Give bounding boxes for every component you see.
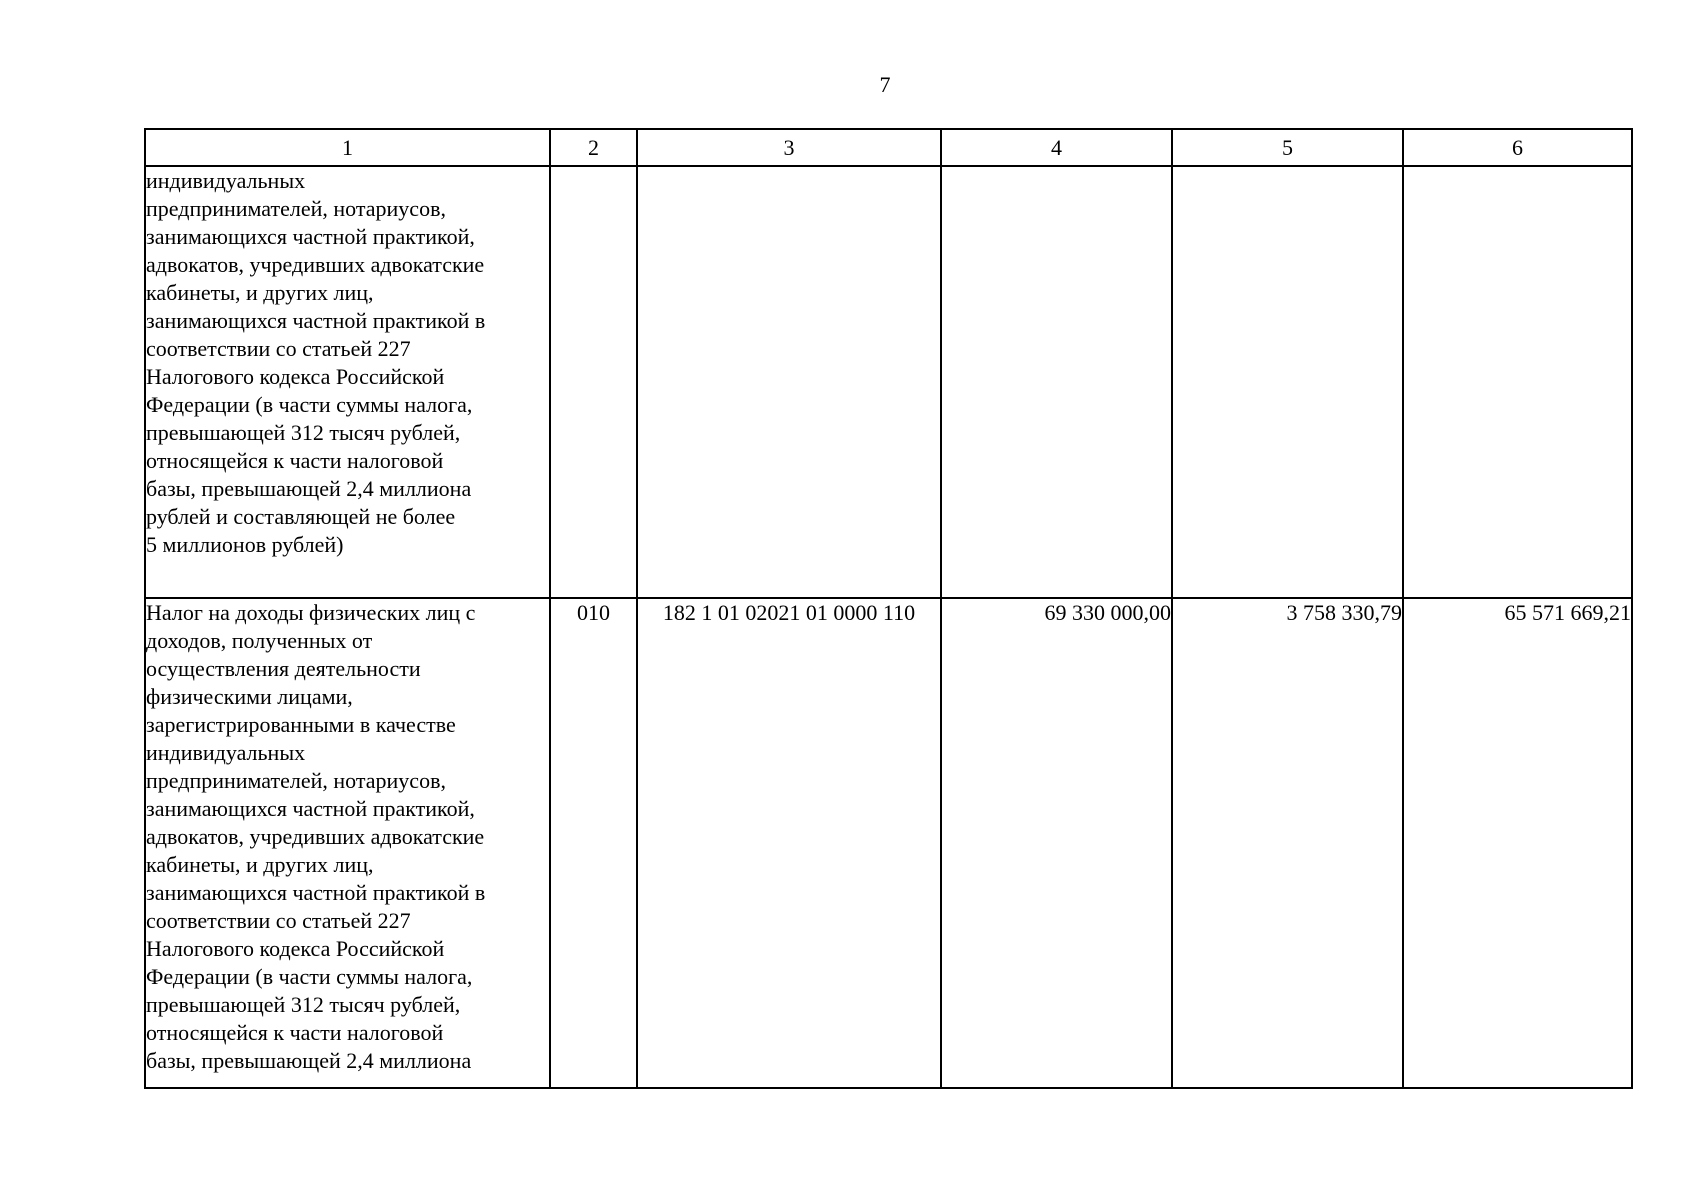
description-line: превышающей 312 тысяч рублей, bbox=[146, 992, 461, 1017]
header-col-3: 3 bbox=[637, 129, 941, 166]
table-row bbox=[145, 598, 1632, 1088]
description-line: занимающихся частной практикой в bbox=[146, 880, 486, 905]
budget-code-cell bbox=[637, 166, 941, 598]
approved-amount-cell: 69 330 000,00 bbox=[941, 598, 1172, 1088]
description-line: соответствии со статьей 227 bbox=[146, 908, 411, 933]
executed-amount-cell bbox=[1172, 166, 1403, 598]
description-line: индивидуальных bbox=[146, 740, 306, 765]
description-line: соответствии со статьей 227 bbox=[146, 336, 411, 361]
budget-table bbox=[144, 128, 1633, 1089]
description-line: занимающихся частной практикой в bbox=[146, 308, 486, 333]
page-number: 7 bbox=[879, 72, 891, 97]
description-line: относящейся к части налоговой bbox=[146, 1020, 444, 1045]
remaining-amount-cell: 65 571 669,21 bbox=[1403, 598, 1632, 1088]
header-col-5: 5 bbox=[1172, 129, 1403, 166]
description-line: превышающей 312 тысяч рублей, bbox=[146, 420, 461, 445]
description-line: зарегистрированными в качестве bbox=[146, 712, 456, 737]
description-line: занимающихся частной практикой, bbox=[146, 224, 475, 249]
description-line: индивидуальных bbox=[146, 168, 306, 193]
approved-amount-cell bbox=[941, 166, 1172, 598]
description-line: занимающихся частной практикой, bbox=[146, 796, 475, 821]
line-code-cell: 010 bbox=[550, 598, 637, 1088]
header-col-6: 6 bbox=[1403, 129, 1632, 166]
description-line: осуществления деятельности bbox=[146, 656, 421, 681]
income-description-cell bbox=[145, 166, 550, 598]
description-line: Налогового кодекса Российской bbox=[146, 936, 445, 961]
description-line: адвокатов, учредивших адвокатские bbox=[146, 252, 485, 277]
header-col-4: 4 bbox=[941, 129, 1172, 166]
description-line: базы, превышающей 2,4 миллиона bbox=[146, 1048, 472, 1073]
table-body bbox=[145, 166, 1632, 1088]
description-line: базы, превышающей 2,4 миллиона bbox=[146, 476, 472, 501]
description-line: кабинеты, и других лиц, bbox=[146, 852, 374, 877]
header-col-2: 2 bbox=[550, 129, 637, 166]
description-line: Федерации (в части суммы налога, bbox=[146, 964, 473, 989]
description-line: предпринимателей, нотариусов, bbox=[146, 196, 446, 221]
budget-code-cell: 182 1 01 02021 01 0000 110 bbox=[637, 598, 941, 1088]
description-line: 5 миллионов рублей) bbox=[146, 532, 344, 557]
line-code-cell bbox=[550, 166, 637, 598]
table-header bbox=[145, 129, 1632, 166]
executed-amount-cell: 3 758 330,79 bbox=[1172, 598, 1403, 1088]
description-line: кабинеты, и других лиц, bbox=[146, 280, 374, 305]
description-line: рублей и составляющей не более bbox=[146, 504, 456, 529]
description-line: Налог на доходы физических лиц с bbox=[146, 600, 476, 625]
income-description-cell bbox=[145, 598, 550, 1088]
description-line: Федерации (в части суммы налога, bbox=[146, 392, 473, 417]
description-line: относящейся к части налоговой bbox=[146, 448, 444, 473]
header-col-1: 1 bbox=[145, 129, 550, 166]
description-line: адвокатов, учредивших адвокатские bbox=[146, 824, 485, 849]
description-line: предпринимателей, нотариусов, bbox=[146, 768, 446, 793]
table-row bbox=[145, 166, 1632, 598]
header-row bbox=[145, 129, 1632, 166]
remaining-amount-cell bbox=[1403, 166, 1632, 598]
description-line: физическими лицами, bbox=[146, 684, 353, 709]
description-line: Налогового кодекса Российской bbox=[146, 364, 445, 389]
description-line: доходов, полученных от bbox=[146, 628, 373, 653]
